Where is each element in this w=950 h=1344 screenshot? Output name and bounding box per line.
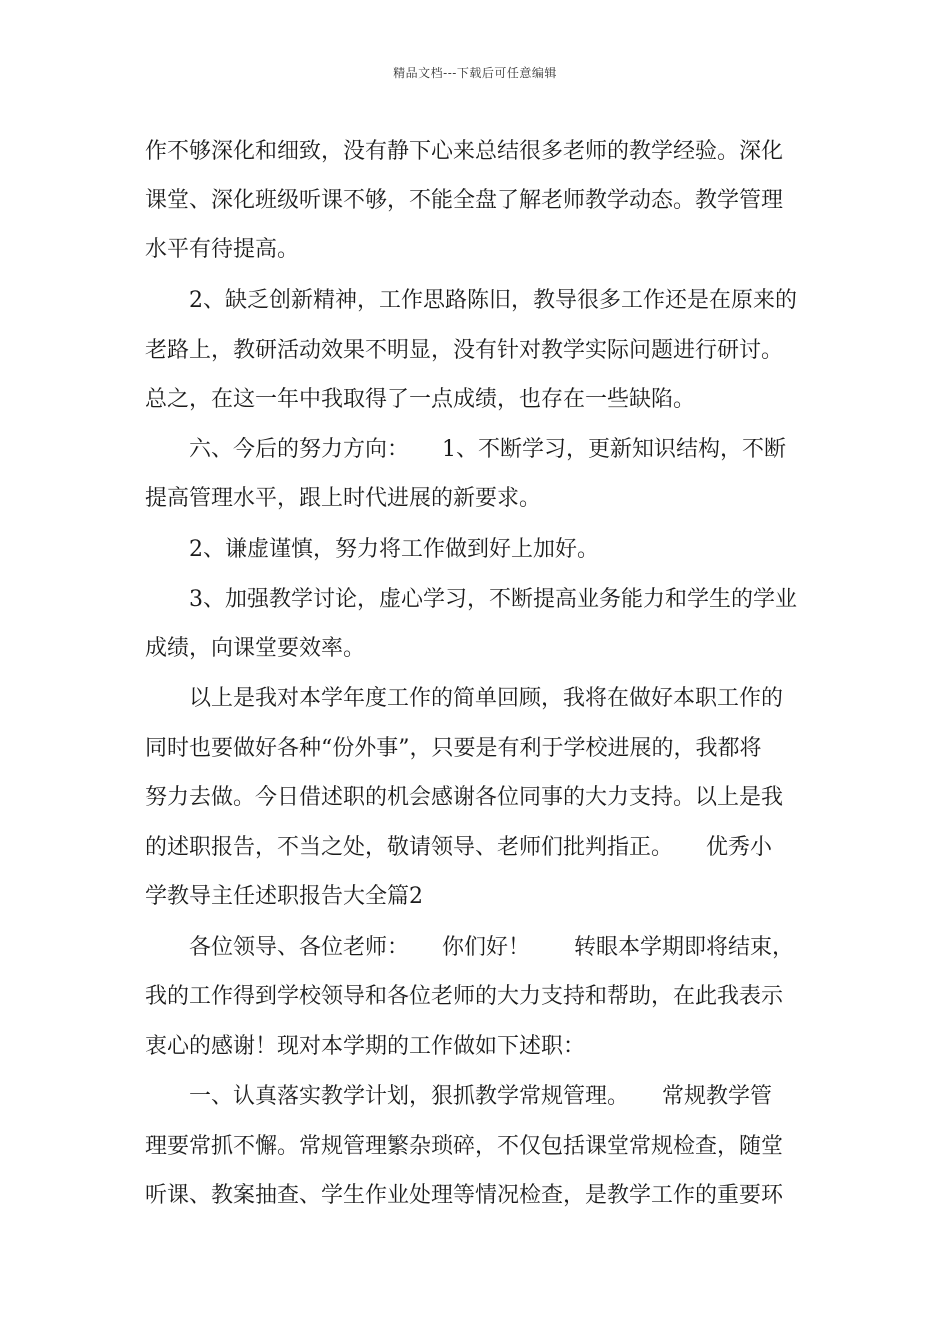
text-line: 作不够深化和细致，没有静下心来总结很多老师的教学经验。深化 bbox=[145, 139, 784, 164]
text-line: 提高管理水平，跟上时代进展的新要求。 bbox=[145, 486, 542, 511]
text-line: 同时也要做好各种“份外事”，只要是有利于学校进展的，我都将 bbox=[145, 736, 762, 761]
text-line: 学教导主任述职报告大全篇2 bbox=[145, 884, 423, 909]
text-line: 总之，在这一年中我取得了一点成绩，也存在一些缺陷。 bbox=[145, 387, 696, 412]
text-line: 一、认真落实教学计划，狠抓教学常规管理。 常规教学管 bbox=[189, 1084, 773, 1109]
text-line: 理要常抓不懈。常规管理繁杂琐碎，不仅包括课堂常规检查，随堂 bbox=[145, 1134, 784, 1159]
text-line: 衷心的感谢！现对本学期的工作做如下述职： bbox=[145, 1034, 586, 1059]
text-line: 课堂、深化班级听课不够，不能全盘了解老师教学动态。教学管理 bbox=[145, 188, 784, 213]
text-line: 我的工作得到学校领导和各位老师的大力支持和帮助，在此我表示 bbox=[145, 984, 784, 1009]
text-line: 努力去做。今日借述职的机会感谢各位同事的大力支持。以上是我 bbox=[145, 785, 784, 810]
text-line: 以上是我对本学年度工作的简单回顾，我将在做好本职工作的 bbox=[189, 686, 784, 711]
text-line: 听课、教案抽查、学生作业处理等情况检查，是教学工作的重要环 bbox=[145, 1183, 784, 1208]
text-line: 成绩，向课堂要效率。 bbox=[145, 636, 366, 661]
text-line: 的述职报告，不当之处，敬请领导、老师们批判指正。 优秀小 bbox=[145, 835, 773, 860]
text-line: 3、加强教学讨论，虚心学习，不断提高业务能力和学生的学业 bbox=[189, 587, 797, 612]
text-line: 各位领导、各位老师： 你们好！ 转眼本学期即将结束， bbox=[189, 935, 795, 960]
text-line: 老路上，教研活动效果不明显，没有针对教学实际问题进行研讨。 bbox=[145, 338, 784, 363]
text-line: 2、缺乏创新精神，工作思路陈旧，教导很多工作还是在原来的 bbox=[189, 288, 797, 313]
page-header: 精品文档---下载后可任意编辑 bbox=[393, 66, 557, 80]
text-line: 水平有待提高。 bbox=[145, 237, 300, 262]
text-line: 2、谦虚谨慎，努力将工作做到好上加好。 bbox=[189, 537, 599, 562]
text-line: 六、今后的努力方向： 1、不断学习，更新知识结构，不断 bbox=[189, 437, 786, 462]
